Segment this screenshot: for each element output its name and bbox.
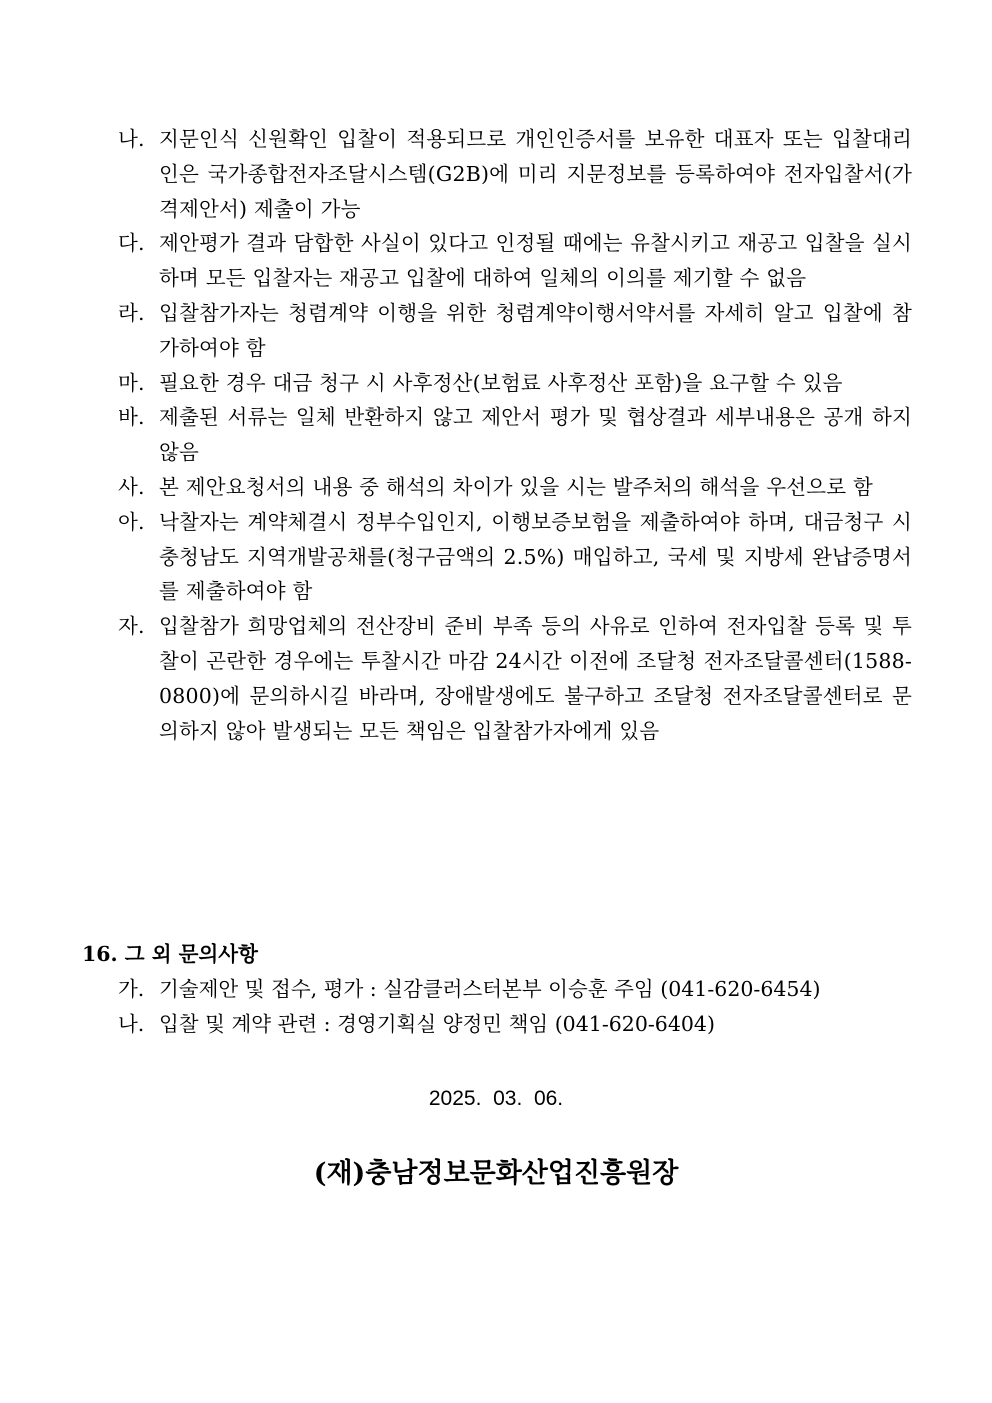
item-marker: 나. [118,1011,145,1036]
contact-text: 기술제안 및 접수, 평가 : 실감클러스터본부 이승훈 주임 (041-620-6454) [159,977,821,1001]
item-marker: 사. [118,474,145,499]
item-text: 제안평가 결과 담합한 사실이 있다고 인정될 때에는 유찰시키고 재공고 입찰을 실시하며 모든 입찰자는 재공고 입찰에 대하여 일체의 이의를 제기할 수 없음 [159,231,912,291]
notice-item-ma [118,366,912,401]
notice-item-na [118,122,912,226]
item-text: 제출된 서류는 일체 반환하지 않고 제안서 평가 및 협상결과 세부내용은 공개 하지 않음 [159,405,912,465]
item-text: 필요한 경우 대금 청구 시 사후정산(보험료 사후정산 포함)을 요구할 수 있음 [159,370,843,395]
item-marker: 바. [118,405,145,430]
notice-item-sa [118,470,912,505]
item-marker: 마. [118,370,145,395]
contact-list [118,972,912,1042]
item-marker: 다. [118,231,145,256]
contact-text: 입찰 및 계약 관련 : 경영기획실 양정민 책임 (041-620-6404) [159,1011,715,1036]
document-date: 2025. 03. 06. [428,1087,564,1110]
section-heading: 16. 그 외 문의사항 [82,942,258,966]
notice-item-list [118,122,912,748]
item-marker: 아. [118,509,145,534]
item-text: 본 제안요청서의 내용 중 해석의 차이가 있을 시는 발주처의 해석을 우선으로 함 [159,474,873,499]
notice-item-ja [118,609,912,748]
contact-item-technical [118,972,912,1007]
notice-item-a [118,505,912,609]
contact-item-contract [118,1007,912,1042]
item-marker: 라. [118,300,145,325]
item-marker: 가. [118,977,145,1001]
item-text: 지문인식 신원확인 입찰이 적용되므로 개인인증서를 보유한 대표자 또는 입찰대리인은 국가종합전자조달시스템(G2B)에 미리 지문정보를 등록하여야 전자입찰서(가격제안서) 제출이 가능 [159,127,912,221]
organization-name: (재)충남정보문화산업진흥원장 [313,1158,679,1189]
notice-item-ba [118,400,912,470]
item-marker: 자. [118,614,145,639]
notice-item-da [118,226,912,296]
notice-item-ra [118,296,912,366]
item-marker: 나. [118,127,145,151]
item-text: 낙찰자는 계약체결시 정부수입인지, 이행보증보험을 제출하여야 하며, 대금청구 시 충청남도 지역개발공채를(청구금액의 2.5%) 매입하고, 국세 및 지방세 완납증명서를 제출하여야 함 [159,509,912,604]
item-text: 입찰참가 희망업체의 전산장비 준비 부족 등의 사유로 인하여 전자입찰 등록 및 투찰이 곤란한 경우에는 투찰시간 마감 24시간 이전에 조달청 전자조달콜센터(1588-0800)에 문의하시길 바라며, 장애발생에도 불구하고 조달청 전자조달콜센터로 문의하지 않아 발생되는 모든 책임은 입찰참가자에게 있음 [159,614,912,743]
item-text: 입찰참가자는 청렴계약 이행을 위한 청렴계약이행서약서를 자세히 알고 입찰에 참가하여야 함 [159,300,912,360]
